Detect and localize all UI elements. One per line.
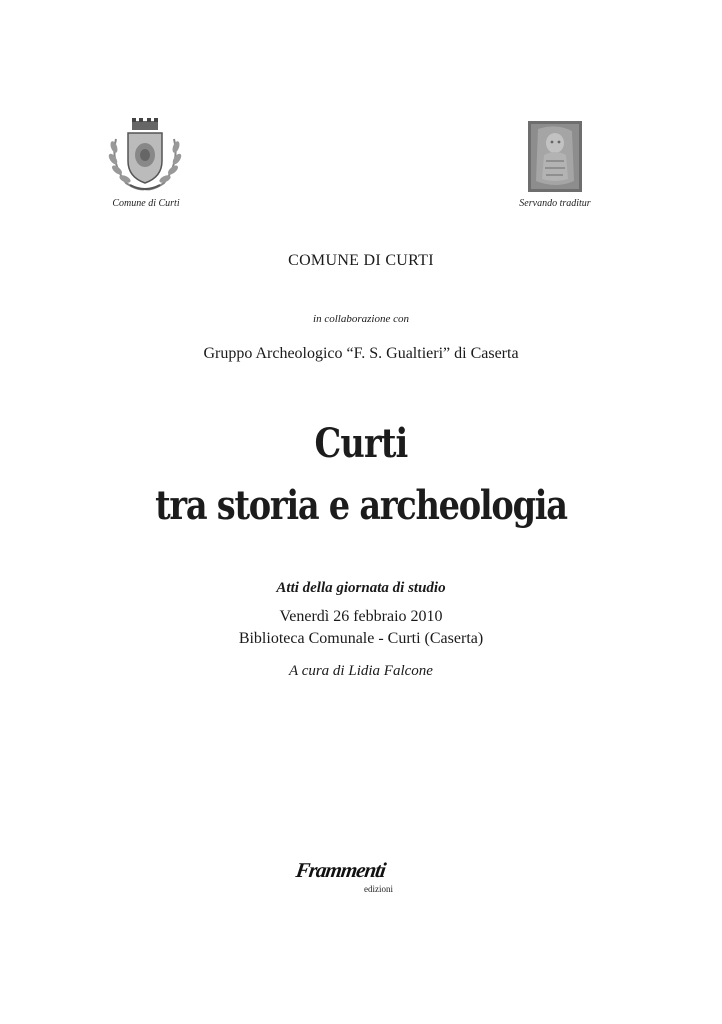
proceedings-subtitle: Atti della giornata di studio (276, 580, 446, 596)
publisher-logo-subtitle: edizioni (364, 884, 393, 894)
curator-credit: A cura di Lidia Falcone (289, 663, 433, 679)
right-emblem-caption: Servando traditur (519, 198, 591, 209)
coat-of-arms-emblem (104, 117, 186, 195)
event-place: Biblioteca Comunale - Curti (Caserta) (238, 630, 484, 647)
publisher-logo: Frammenti (294, 858, 387, 882)
book-title-line-1: Curti (314, 420, 408, 467)
stone-relief-image (528, 121, 582, 192)
event-date: Venerdì 26 febbraio 2010 (279, 608, 443, 625)
book-title-line-2: tra storia e archeologia (155, 482, 567, 529)
left-emblem-caption: Comune di Curti (112, 198, 180, 209)
collaboration-note: in collaborazione con (313, 313, 409, 325)
partner-name: Gruppo Archeologico “F. S. Gualtieri” di Caserta (203, 345, 519, 362)
organizer-name: COMUNE DI CURTI (288, 252, 434, 269)
